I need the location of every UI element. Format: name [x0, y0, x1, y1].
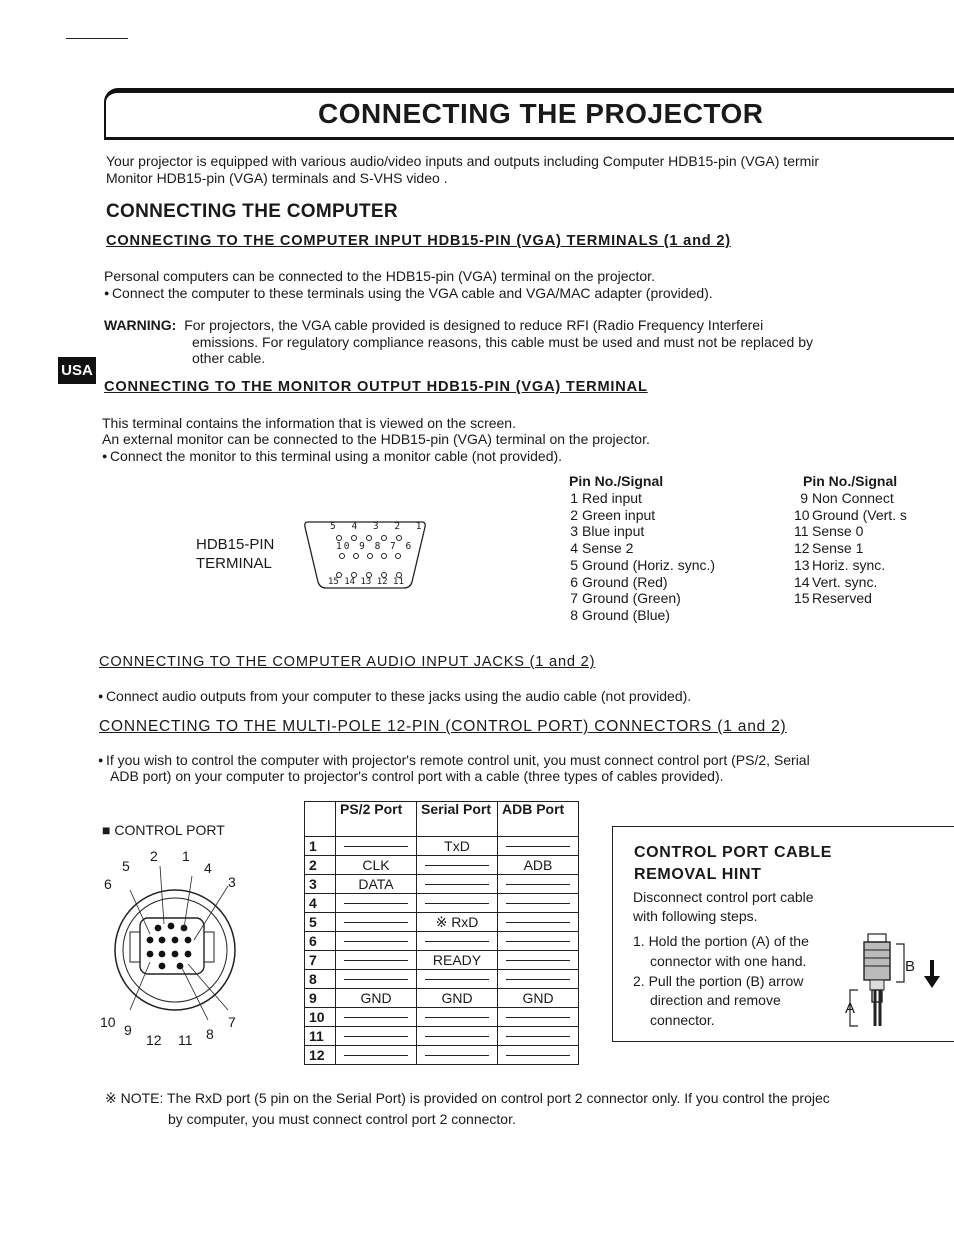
table-cell-adb — [498, 932, 579, 951]
pin-signal: Non Connect — [812, 490, 894, 506]
hint-step-1a: 1. Hold the portion (A) of the — [633, 933, 809, 949]
terminal-row-3: 15 14 13 12 11 — [328, 577, 404, 587]
computer-input-line-1: Personal computers can be connected to the HDB15-pin (VGA) terminal on the projector. — [104, 268, 655, 284]
pin-signal: Vert. sync. — [812, 573, 878, 590]
intro-line-2: Monitor HDB15-pin (VGA) terminals and S-VHS video . — [106, 170, 448, 186]
empty-dash — [425, 941, 489, 942]
warning-line-1: For projectors, the VGA cable provided is designed to reduce RFI (Radio Frequency Interferei — [184, 317, 764, 333]
table-cell-adb — [498, 913, 579, 932]
section-title: CONNECTING THE COMPUTER — [106, 201, 398, 222]
empty-dash — [506, 1036, 570, 1037]
control-port-line-2: ADB port) on your computer to projector's control port with a cable (three types of cables provided). — [110, 768, 724, 784]
region-badge: USA — [58, 357, 96, 384]
table-cell-adb — [498, 970, 579, 989]
empty-dash — [506, 941, 570, 942]
empty-dash — [506, 979, 570, 980]
table-cell-ps2 — [336, 970, 417, 989]
table-cell-adb — [498, 837, 579, 856]
pin-signal: Ground (Blue) — [582, 606, 670, 623]
port-pin-number: 7 — [228, 1014, 236, 1030]
table-row — [305, 1008, 579, 1027]
table-cell-adb — [498, 875, 579, 894]
table-cell-ps2 — [336, 1008, 417, 1027]
hint-step-2b: direction and remove — [650, 992, 781, 1008]
pin-number: 11 — [794, 523, 809, 540]
pin-row — [794, 590, 907, 607]
empty-dash — [506, 922, 570, 923]
computer-input-heading: CONNECTING TO THE COMPUTER INPUT HDB15-PIN (VGA) TERMINALS (1 and 2) — [106, 233, 731, 249]
table-cell-ps2 — [336, 1027, 417, 1046]
pin-number: 5 — [570, 556, 578, 573]
control-port-heading: CONNECTING TO THE MULTI-POLE 12-PIN (CONTROL PORT) CONNECTORS (1 and 2) — [99, 718, 787, 735]
pin-list-right — [794, 490, 907, 607]
table-row — [305, 913, 579, 932]
port-pin-number: 1 — [182, 848, 190, 864]
port-pin-number: 3 — [228, 874, 236, 890]
table-cell-ps2: CLK — [336, 856, 417, 875]
pin-heading-left: Pin No./Signal — [569, 473, 664, 489]
table-row — [305, 932, 579, 951]
empty-dash — [425, 903, 489, 904]
pin-number: 3 — [570, 523, 578, 540]
audio-line-1: ● Connect audio outputs from your computer to these jacks using the audio cable (not provided). — [98, 688, 691, 704]
table-header-adb: ADB Port — [498, 802, 579, 837]
intro-line-1: Your projector is equipped with various audio/video inputs and outputs including Computer HDB15-pin (VGA) termir — [106, 153, 820, 169]
table-cell-adb — [498, 1027, 579, 1046]
terminal-row-1: 5 4 3 2 1 — [330, 521, 427, 532]
table-cell-ps2 — [336, 913, 417, 932]
table-cell-serial: TxD — [417, 837, 498, 856]
empty-dash — [344, 903, 408, 904]
empty-dash — [425, 865, 489, 866]
empty-dash — [344, 922, 408, 923]
pin-number: 1 — [570, 490, 578, 506]
table-cell-adb: GND — [498, 989, 579, 1008]
empty-dash — [425, 1036, 489, 1037]
table-header-serial: Serial Port — [417, 802, 498, 837]
empty-dash — [506, 1017, 570, 1018]
pin-row — [564, 590, 715, 607]
monitor-output-line-3: ● Connect the monitor to this terminal using a monitor cable (not provided). — [102, 448, 562, 464]
hint-step-1b: connector with one hand. — [650, 953, 807, 969]
table-cell-adb — [498, 894, 579, 913]
connector-removal-icon — [840, 930, 944, 1030]
hint-text-1: Disconnect control port cable — [633, 889, 814, 905]
port-pin-number: 10 — [100, 1014, 116, 1030]
table-cell-serial — [417, 894, 498, 913]
pin-row — [564, 490, 715, 507]
port-pin-number: 8 — [206, 1026, 214, 1042]
empty-dash — [425, 1017, 489, 1018]
monitor-output-line-1: This terminal contains the information that is viewed on the screen. — [102, 415, 516, 431]
port-pin-number: 6 — [104, 876, 112, 892]
hint-step-2c: connector. — [650, 1012, 715, 1028]
pin-row — [564, 574, 715, 591]
audio-heading: CONNECTING TO THE COMPUTER AUDIO INPUT JACKS (1 and 2) — [99, 654, 596, 670]
pin-signal: Sense 2 — [582, 540, 634, 557]
monitor-output-line-2: An external monitor can be connected to the HDB15-pin (VGA) terminal on the projector. — [102, 431, 650, 447]
table-cell-ps2: DATA — [336, 875, 417, 894]
table-cell-ps2 — [336, 951, 417, 970]
pin-list-left — [564, 490, 715, 624]
table-cell-ps2 — [336, 932, 417, 951]
empty-dash — [425, 979, 489, 980]
table-row — [305, 989, 579, 1008]
pin-row — [794, 523, 907, 540]
warning-line-2: emissions. For regulatory compliance reasons, this cable must be used and must not be replaced by — [192, 334, 813, 350]
table-cell-adb: ADB — [498, 856, 579, 875]
top-rule — [66, 38, 128, 39]
table-row — [305, 1046, 579, 1065]
table-cell-ps2 — [336, 1046, 417, 1065]
empty-dash — [344, 941, 408, 942]
empty-dash — [344, 979, 408, 980]
table-pin-number: 6 — [305, 932, 336, 951]
table-cell-serial — [417, 932, 498, 951]
empty-dash — [344, 1017, 408, 1018]
pin-signal: Ground (Horiz. sync.) — [582, 556, 716, 573]
pin-number: 15 — [794, 590, 810, 607]
pin-row — [794, 574, 907, 591]
table-row — [305, 837, 579, 856]
port-pin-number: 2 — [150, 848, 158, 864]
pin-signal: Blue input — [582, 523, 645, 540]
square-bullet-icon: ■ — [102, 822, 111, 838]
table-cell-serial — [417, 1046, 498, 1065]
hint-title-line-1: CONTROL PORT CABLE — [634, 844, 833, 861]
pin-number: 12 — [794, 540, 810, 557]
control-port-diagram-label: CONTROL PORT — [114, 822, 225, 838]
port-pin-number: 12 — [146, 1032, 162, 1048]
table-row — [305, 875, 579, 894]
table-cell-serial: GND — [417, 989, 498, 1008]
empty-dash — [506, 903, 570, 904]
pin-number: 8 — [570, 606, 578, 623]
pin-number: 9 — [800, 490, 808, 506]
hint-step-2a: 2. Pull the portion (B) arrow — [633, 973, 804, 989]
empty-dash — [425, 1055, 489, 1056]
empty-dash — [344, 1036, 408, 1037]
table-cell-adb — [498, 951, 579, 970]
page-title: CONNECTING THE PROJECTOR — [318, 98, 764, 129]
table-pin-number: 4 — [305, 894, 336, 913]
empty-dash — [506, 1055, 570, 1056]
empty-dash — [506, 960, 570, 961]
table-pin-number: 5 — [305, 913, 336, 932]
pin-signal: Ground (Green) — [582, 590, 681, 607]
warning-line-3: other cable. — [192, 350, 266, 366]
empty-dash — [506, 884, 570, 885]
table-cell-serial: READY — [417, 951, 498, 970]
table-header-ps2: PS/2 Port — [336, 802, 417, 837]
pin-number: 14 — [794, 573, 810, 590]
monitor-output-heading: CONNECTING TO THE MONITOR OUTPUT HDB15-PIN (VGA) TERMINAL — [104, 379, 648, 395]
table-cell-ps2: GND — [336, 989, 417, 1008]
pin-row — [564, 507, 715, 524]
table-row — [305, 970, 579, 989]
table-cell-serial — [417, 1027, 498, 1046]
port-pin-number: 11 — [178, 1032, 193, 1048]
table-pin-number: 3 — [305, 875, 336, 894]
table-cell-adb — [498, 1008, 579, 1027]
table-cell-ps2 — [336, 837, 417, 856]
table-pin-number: 1 — [305, 837, 336, 856]
control-port-table — [304, 801, 579, 1065]
hint-label-a: A — [845, 1000, 856, 1017]
hint-label-b: B — [905, 958, 916, 975]
terminal-row-2: 10 9 8 7 6 — [336, 541, 414, 552]
table-row — [305, 1027, 579, 1046]
table-pin-number: 2 — [305, 856, 336, 875]
table-row — [305, 894, 579, 913]
pin-number: 4 — [570, 540, 578, 557]
empty-dash — [425, 884, 489, 885]
port-pin-number: 9 — [124, 1022, 132, 1038]
pin-signal: Ground (Vert. s — [812, 506, 907, 523]
hint-text-2: with following steps. — [633, 908, 758, 924]
table-cell-adb — [498, 1046, 579, 1065]
table-pin-number: 11 — [305, 1027, 336, 1046]
terminal-label-2: TERMINAL — [196, 555, 272, 572]
control-port-line-1: ● If you wish to control the computer with projector's remote control unit, you must connect control port (PS/2, Serial — [98, 752, 810, 768]
table-cell-serial — [417, 970, 498, 989]
hint-title-line-2: REMOVAL HINT — [634, 866, 762, 883]
pin-row — [564, 557, 715, 574]
pin-row — [564, 540, 715, 557]
pin-row — [794, 557, 907, 574]
pin-number: 6 — [570, 573, 578, 590]
pin-number: 13 — [794, 556, 810, 573]
table-pin-number: 7 — [305, 951, 336, 970]
table-cell-ps2 — [336, 894, 417, 913]
pin-row — [564, 523, 715, 540]
pin-signal: Sense 0 — [812, 523, 864, 540]
table-pin-number: 8 — [305, 970, 336, 989]
terminal-label-1: HDB15-PIN — [196, 536, 275, 553]
empty-dash — [344, 1055, 408, 1056]
pin-signal: Ground (Red) — [582, 573, 668, 590]
empty-dash — [506, 846, 570, 847]
empty-dash — [344, 960, 408, 961]
table-pin-number: 12 — [305, 1046, 336, 1065]
pin-row — [794, 540, 907, 557]
table-pin-number: 9 — [305, 989, 336, 1008]
table-row — [305, 856, 579, 875]
empty-dash — [344, 846, 408, 847]
pin-row — [794, 490, 907, 507]
table-row — [305, 951, 579, 970]
table-cell-serial — [417, 1008, 498, 1027]
port-pin-number: 4 — [204, 860, 212, 876]
note-line-2: by computer, you must connect control port 2 connector. — [168, 1111, 516, 1127]
pin-row — [564, 607, 715, 624]
warning-label: WARNING: — [104, 317, 177, 333]
note-line-1: ※ NOTE: The RxD port (5 pin on the Serial Port) is provided on control port 2 connector only. If you control the projec — [105, 1090, 830, 1106]
table-cell-serial — [417, 856, 498, 875]
pin-row — [794, 507, 907, 524]
table-pin-number: 10 — [305, 1008, 336, 1027]
pin-signal: Reserved — [812, 590, 872, 607]
table-header-pin — [305, 802, 336, 837]
pin-signal: Sense 1 — [812, 540, 864, 557]
pin-heading-right: Pin No./Signal — [803, 473, 898, 489]
port-pin-number: 5 — [122, 858, 130, 874]
pin-signal: Red input — [582, 490, 642, 506]
pin-signal: Green input — [582, 506, 656, 523]
pin-number: 10 — [794, 506, 810, 523]
table-cell-serial — [417, 875, 498, 894]
pin-number: 2 — [570, 506, 578, 523]
pin-signal: Horiz. sync. — [812, 556, 886, 573]
computer-input-line-2: ● Connect the computer to these terminals using the VGA cable and VGA/MAC adapter (provided). — [104, 285, 713, 301]
table-cell-serial: ※ RxD — [417, 913, 498, 932]
pin-number: 7 — [570, 590, 578, 607]
